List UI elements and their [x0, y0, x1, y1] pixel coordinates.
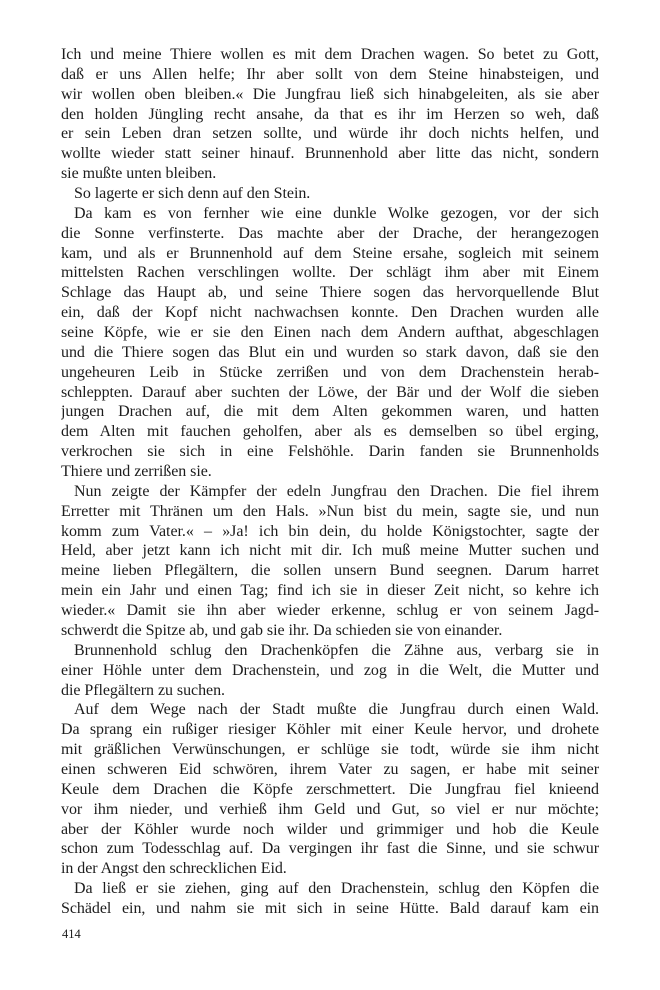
text-line: vor ihm nieder, und verhieß ihm Geld und Gut, so viel er nur möchte;: [61, 800, 599, 818]
text-line: verkrochen sie sich in eine Felshöhle. Darin fanden sie Brunnenholds: [61, 443, 599, 461]
text-line: mit gräßlichen Verwünschungen, er schlüge sie todt, würde sie ihm nicht: [61, 741, 599, 759]
text-line: Erretter mit Thränen um den Hals. »Nun bist du mein, sagte sie, und nun: [61, 502, 599, 520]
text-line: Keule dem Drachen die Köpfe zerschmettert. Die Jungfrau fiel knieend: [61, 780, 599, 798]
text-line: den holden Jüngling recht ansahe, da that es ihr im Herzen so weh, daß: [61, 105, 599, 123]
text-line: die Sonne verfinsterte. Das machte aber der Drache, der herangezogen: [61, 224, 599, 242]
text-line: wieder.« Damit sie ihn aber wieder erkenne, schlug er von seinem Jagd-: [61, 602, 599, 620]
text-line: Da sprang ein rußiger riesiger Köhler mit einer Keule hervor, und drohete: [61, 721, 599, 739]
text-line: einen schweren Eid schwören, ihrem Vater zu sagen, er habe mit seiner: [61, 760, 599, 778]
text-line: Nun zeigte der Kämpfer der edeln Jungfrau den Drachen. Die fiel ihrem: [74, 482, 599, 500]
text-line: Da kam es von fernher wie eine dunkle Wolke gezogen, vor der sich: [74, 204, 599, 222]
text-line: daß er uns Allen helfe; Ihr aber sollt von dem Steine hinabsteigen, und: [61, 65, 599, 83]
paragraph: [61, 45, 599, 184]
text-line: Schädel ein, und nahm sie mit sich in seine Hütte. Bald darauf kam ein: [61, 899, 599, 917]
text-line: sie mußte unten bleiben.: [61, 165, 217, 183]
text-line: die Pflegältern zu suchen.: [61, 681, 225, 699]
page-number: 414: [62, 927, 81, 941]
text-line: wir wollen oben bleiben.« Die Jungfrau ließ sich hinabgeleiten, als sie aber: [61, 85, 599, 103]
text-line: Da ließ er sie ziehen, ging auf den Drachenstein, schlug den Köpfen die: [74, 880, 599, 898]
text-line: seine Köpfe, wie er sie den Einen nach dem Andern aufthat, abgeschlagen: [61, 324, 599, 342]
text-line: aber der Köhler wurde noch wilder und grimmiger und hob die Keule: [61, 820, 599, 838]
text-line: einer Höhle unter dem Drachenstein, und zog in die Welt, die Mutter und: [61, 661, 599, 679]
text-line: Ich und meine Thiere wollen es mit dem Drachen wagen. So betet zu Gott,: [61, 46, 599, 63]
text-line: mittelsten Rachen verschlingen wollte. Der schlägt ihm aber mit Einem: [61, 264, 599, 282]
paragraph: [61, 204, 599, 482]
text-line: und die Thiere sogen das Blut ein und wurden so stark davon, daß sie den: [61, 343, 599, 361]
text-line: Brunnenhold schlug den Drachenköpfen die Zähne aus, verbarg sie in: [74, 641, 599, 659]
text-line: schwerdt die Spitze ab, und gab sie ihr. Da schieden sie von einander.: [61, 621, 503, 639]
text-line: ungeheuren Leib in Stücke zerrißen und von dem Drachenstein herab-: [61, 363, 599, 381]
text-line: schon zum Todesschlag auf. Da vergingen ihr fast die Sinne, und sie schwur: [61, 840, 599, 858]
paragraph: [61, 482, 599, 641]
text-line: Auf dem Wege nach der Stadt mußte die Jungfrau durch einen Wald.: [74, 701, 599, 719]
text-line: kam, und als er Brunnenhold auf dem Steine ersahe, sogleich mit seinem: [61, 244, 599, 262]
paragraph: [61, 184, 599, 204]
text-line: ein, daß der Kopf nicht nachwachsen konnte. Den Drachen wurden alle: [61, 304, 599, 322]
text-line: Held, aber jetzt kann ich nicht mit dir. Ich muß meine Mutter suchen und: [61, 542, 599, 560]
text-line: in der Angst den schrecklichen Eid.: [61, 860, 287, 878]
text-line: jungen Drachen auf, die mit dem Alten gekommen waren, und hatten: [61, 403, 599, 421]
text-line: komm zum Vater.« – »Ja! ich bin dein, du holde Königstochter, sagte der: [61, 522, 599, 540]
text-line: Thiere und zerrißen sie.: [61, 463, 212, 481]
text-line: mein ein Jahr und einen Tag; find ich sie in dieser Zeit nicht, so kehre ich: [61, 582, 599, 600]
paragraph: [61, 641, 599, 701]
text-line: Schlage das Haupt ab, und seine Thiere sogen das hervorquellende Blut: [61, 284, 599, 302]
text-line: dem Alten mit fauchen geholfen, aber als es demselben so übel erging,: [61, 423, 599, 441]
text-line: wollte wieder statt seiner hinauf. Brunnenhold aber litte das nicht, sondern: [61, 145, 599, 163]
text-block: [61, 45, 599, 919]
text-line: meine lieben Pflegältern, die sollen unsern Bund seegnen. Darum harret: [61, 562, 599, 580]
paragraph: [61, 879, 599, 919]
text-line: So lagerte er sich denn auf den Stein.: [74, 185, 311, 203]
text-line: schleppten. Darauf aber suchten der Löwe, der Bär und der Wolf die sieben: [61, 383, 599, 401]
paragraph: [61, 700, 599, 879]
text-line: er sein Leben dran setzen sollte, und würde ihr doch nichts helfen, und: [61, 125, 599, 143]
